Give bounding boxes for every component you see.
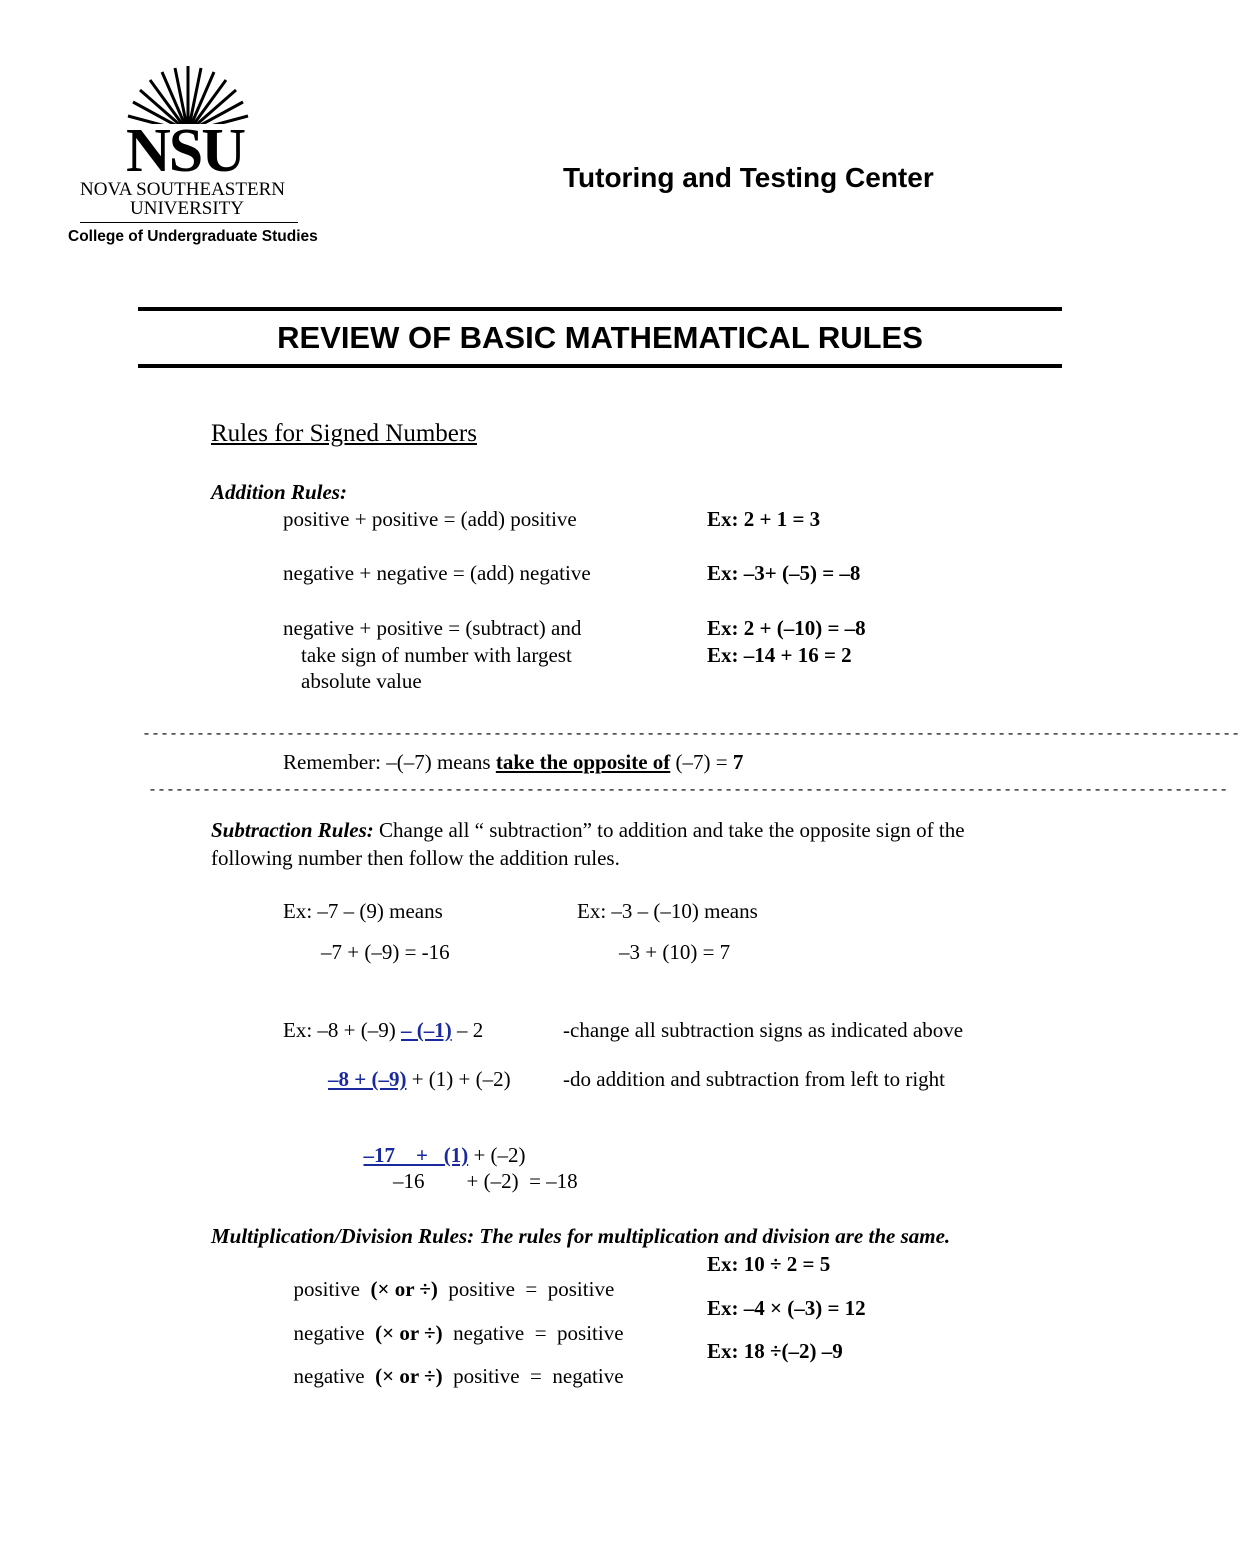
worked-step-2: [328, 1067, 511, 1092]
addition-example-3b: Ex: –14 + 16 = 2: [707, 643, 852, 667]
multiplication-example-3: Ex: 18 ÷(–2) –9: [707, 1339, 843, 1363]
mult-rule2-b: negative = positive: [442, 1321, 624, 1345]
subtraction-example-a-line1: Ex: –7 – (9) means: [283, 899, 443, 923]
logo-line2: UNIVERSITY: [130, 198, 244, 219]
multiplication-example-2: Ex: –4 × (–3) = 12: [707, 1296, 866, 1320]
addition-example-1: Ex: 2 + 1 = 3: [707, 507, 821, 531]
addition-rule-1: positive + positive = (add) positive: [283, 507, 577, 531]
remember-emphasis: take the opposite of: [495, 750, 671, 774]
step3-suffix: + (–2): [468, 1143, 526, 1167]
mult-rule3-b: positive = negative: [442, 1364, 624, 1388]
mult-rule2-op: (× or ÷): [375, 1321, 443, 1345]
worked-step-1: [283, 1018, 483, 1043]
center-name: Tutoring and Testing Center: [563, 162, 934, 193]
addition-rule-3-line3: absolute value: [301, 669, 422, 693]
mult-rule3-op: (× or ÷): [375, 1364, 443, 1388]
addition-rule-3-line1: negative + positive = (subtract) and: [283, 616, 582, 640]
title-rule-top: [138, 307, 1062, 311]
page-title: REVIEW OF BASIC MATHEMATICAL RULES: [277, 320, 923, 355]
logo-divider: [80, 222, 298, 223]
addition-heading: Addition Rules:: [211, 480, 347, 504]
remember-suffix: (–7) =: [670, 750, 733, 774]
remember-divider-top: --------------------------------------------------------------------------------------------------------------------------: [142, 726, 1240, 743]
logo-acronym: NSU: [126, 117, 245, 185]
worked-step-1-note: -change all subtraction signs as indicated above: [563, 1018, 964, 1042]
multiplication-example-1: Ex: 10 ÷ 2 = 5: [707, 1252, 831, 1276]
multiplication-heading: Multiplication/Division Rules: The rules for multiplication and division are the same.: [211, 1224, 951, 1248]
section-title: Rules for Signed Numbers: [211, 420, 477, 447]
logo-college: College of Undergraduate Studies: [68, 228, 318, 245]
worked-step-3: [353, 1118, 526, 1168]
step2-suffix: + (1) + (–2): [406, 1067, 511, 1091]
addition-example-2: Ex: –3+ (–5) = –8: [707, 561, 861, 585]
mult-rule1-a: positive: [293, 1277, 371, 1301]
step1-suffix: – 2: [451, 1018, 484, 1042]
remember-result: 7: [732, 750, 744, 774]
subtraction-example-a-line2: –7 + (–9) = -16: [321, 940, 450, 964]
multiplication-rule-3: [283, 1339, 624, 1389]
mult-rule2-a: negative: [293, 1321, 376, 1345]
worked-step-4: –16 + (–2) = –18: [393, 1169, 578, 1193]
remember-prefix: Remember: –(–7) means: [283, 750, 496, 774]
step2-highlight: –8 + (–9): [328, 1067, 407, 1091]
mult-rule1-op: (× or ÷): [370, 1277, 438, 1301]
mult-rule1-b: positive = positive: [437, 1277, 615, 1301]
remember-line: [283, 750, 743, 775]
step1-prefix: Ex: –8 + (–9): [283, 1018, 401, 1042]
subtraction-example-b-line1: Ex: –3 – (–10) means: [577, 899, 758, 923]
subtraction-example-b-line2: –3 + (10) = 7: [619, 940, 731, 964]
subtraction-text-line1: [211, 818, 965, 843]
worked-step-2-note: -do addition and subtraction from left to right: [563, 1067, 945, 1091]
subtraction-heading: Subtraction Rules:: [211, 818, 374, 842]
nsu-logo: [68, 62, 318, 252]
remember-divider-bottom: ------------------------------------------------------------------------------------------------------------------------: [148, 782, 1229, 799]
title-rule-bottom: [138, 364, 1062, 368]
step1-highlight: – (–1): [401, 1018, 452, 1042]
step3-highlight: –17 + (1): [363, 1143, 469, 1167]
subtraction-text: Change all “ subtraction” to addition and take the opposite sign of the: [373, 818, 965, 842]
addition-rule-3-line2: take sign of number with largest: [301, 643, 572, 667]
addition-example-3a: Ex: 2 + (–10) = –8: [707, 616, 866, 640]
multiplication-rule-1: [283, 1252, 614, 1302]
mult-rule3-a: negative: [293, 1364, 376, 1388]
addition-rule-2: negative + negative = (add) negative: [283, 561, 591, 585]
subtraction-text-line2: following number then follow the addition rules.: [211, 846, 620, 870]
logo-line1: NOVA SOUTHEASTERN: [80, 179, 285, 200]
